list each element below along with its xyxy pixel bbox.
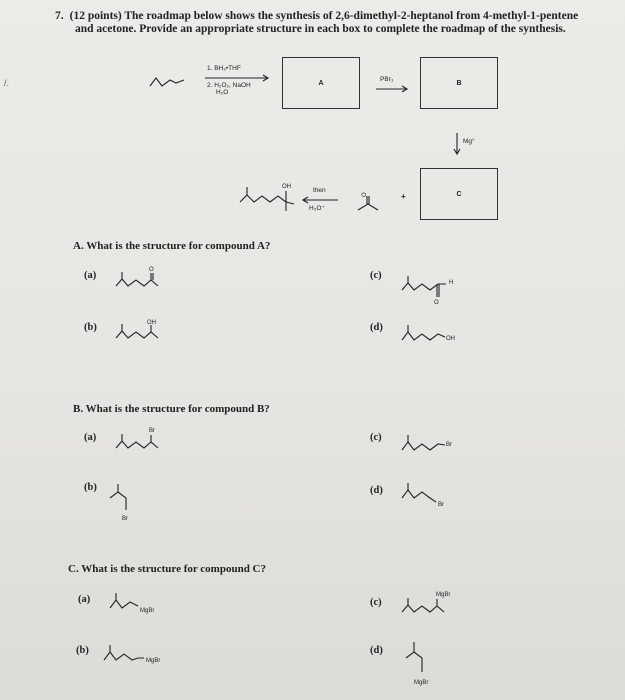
question-c-option-b-label[interactable]: (b)	[76, 645, 89, 656]
question-a-option-b-structure[interactable]	[114, 316, 166, 342]
answer-box-c[interactable]	[420, 168, 498, 220]
reaction-arrow-4	[300, 196, 340, 204]
svg-text:Br: Br	[149, 428, 155, 434]
reagent-step1-line3: H₂O	[216, 89, 229, 96]
final-product-oh-label: OH	[282, 184, 291, 190]
question-b-prompt: B. What is the structure for compound B?	[73, 403, 270, 415]
question-c-option-a-structure[interactable]	[108, 588, 186, 616]
svg-text:O: O	[362, 192, 368, 197]
svg-text:MgBr: MgBr	[146, 658, 161, 664]
question-b-option-a-structure[interactable]	[114, 424, 166, 452]
question-a-option-d-label[interactable]: (d)	[370, 322, 383, 333]
question-c-option-d-label[interactable]: (d)	[370, 645, 383, 656]
svg-text:OH: OH	[446, 336, 455, 342]
reagent-step4-line2: H₃O⁺	[309, 205, 325, 212]
question-intro-line2: and acetone. Provide an appropriate structure in each box to complete the roadmap of the synthesis.	[75, 23, 566, 35]
question-b-option-d-structure[interactable]	[400, 480, 470, 510]
plus-sign: +	[401, 192, 406, 201]
final-product-structure	[238, 180, 298, 216]
question-b-option-b-label[interactable]: (b)	[84, 482, 97, 493]
svg-text:H: H	[449, 280, 454, 286]
margin-mark: /.	[4, 78, 10, 88]
question-b-option-b-structure[interactable]	[104, 482, 138, 522]
question-c-option-c-structure[interactable]	[400, 588, 460, 616]
question-a-option-d-structure[interactable]	[400, 320, 470, 346]
question-c-option-a-label[interactable]: (a)	[78, 594, 91, 605]
question-a-option-c-label[interactable]: (c)	[370, 270, 382, 281]
svg-text:O: O	[434, 300, 439, 306]
reagent-step1-line1: 1. BH₃•THF	[207, 65, 241, 72]
question-number: 7.	[55, 10, 64, 22]
question-a-option-a-label[interactable]: (a)	[84, 270, 97, 281]
reaction-arrow-2	[374, 85, 410, 93]
box-a-label: A	[318, 79, 324, 87]
starting-alkene-structure	[148, 72, 188, 92]
question-c-option-d-structure[interactable]	[398, 640, 438, 692]
svg-text:Br: Br	[438, 502, 444, 508]
svg-text:Br: Br	[122, 516, 128, 522]
reagent-step4-line1: then	[313, 187, 326, 194]
box-c-label: C	[456, 190, 462, 198]
svg-text:MgBr: MgBr	[140, 608, 155, 614]
answer-box-a[interactable]	[282, 57, 360, 109]
question-a-prompt: A. What is the structure for compound A?	[73, 240, 271, 252]
question-a-option-a-structure[interactable]	[114, 264, 166, 290]
svg-text:OH: OH	[147, 320, 156, 326]
reagent-step1-line2: 2. H₂O₂, NaOH	[207, 82, 251, 89]
question-a-option-c-structure[interactable]	[400, 272, 460, 306]
svg-text:Br: Br	[446, 442, 452, 448]
reaction-arrow-3	[453, 131, 461, 157]
question-c-prompt: C. What is the structure for compound C?	[68, 563, 267, 575]
answer-box-b[interactable]	[420, 57, 498, 109]
reagent-step2: PBr₃	[380, 76, 394, 83]
question-header	[55, 10, 595, 36]
reaction-arrow-1	[203, 74, 273, 82]
question-b-option-c-label[interactable]: (c)	[370, 432, 382, 443]
question-c-option-c-label[interactable]: (c)	[370, 597, 382, 608]
acetone-structure	[352, 186, 382, 214]
question-intro-line1: (12 points) The roadmap below shows the synthesis of 2,6-dimethyl-2-heptanol from 4-methyl-1-pentene	[69, 10, 579, 22]
question-a-option-b-label[interactable]: (b)	[84, 322, 97, 333]
question-b-option-a-label[interactable]: (a)	[84, 432, 97, 443]
svg-text:O: O	[149, 267, 154, 273]
svg-text:MgBr: MgBr	[436, 592, 451, 598]
box-b-label: B	[456, 79, 462, 87]
reagent-step3: Mg°	[463, 138, 475, 145]
svg-text:MgBr: MgBr	[414, 680, 429, 686]
question-b-option-d-label[interactable]: (d)	[370, 485, 383, 496]
question-b-option-c-structure[interactable]	[400, 430, 470, 456]
question-c-option-b-structure[interactable]	[102, 642, 192, 668]
